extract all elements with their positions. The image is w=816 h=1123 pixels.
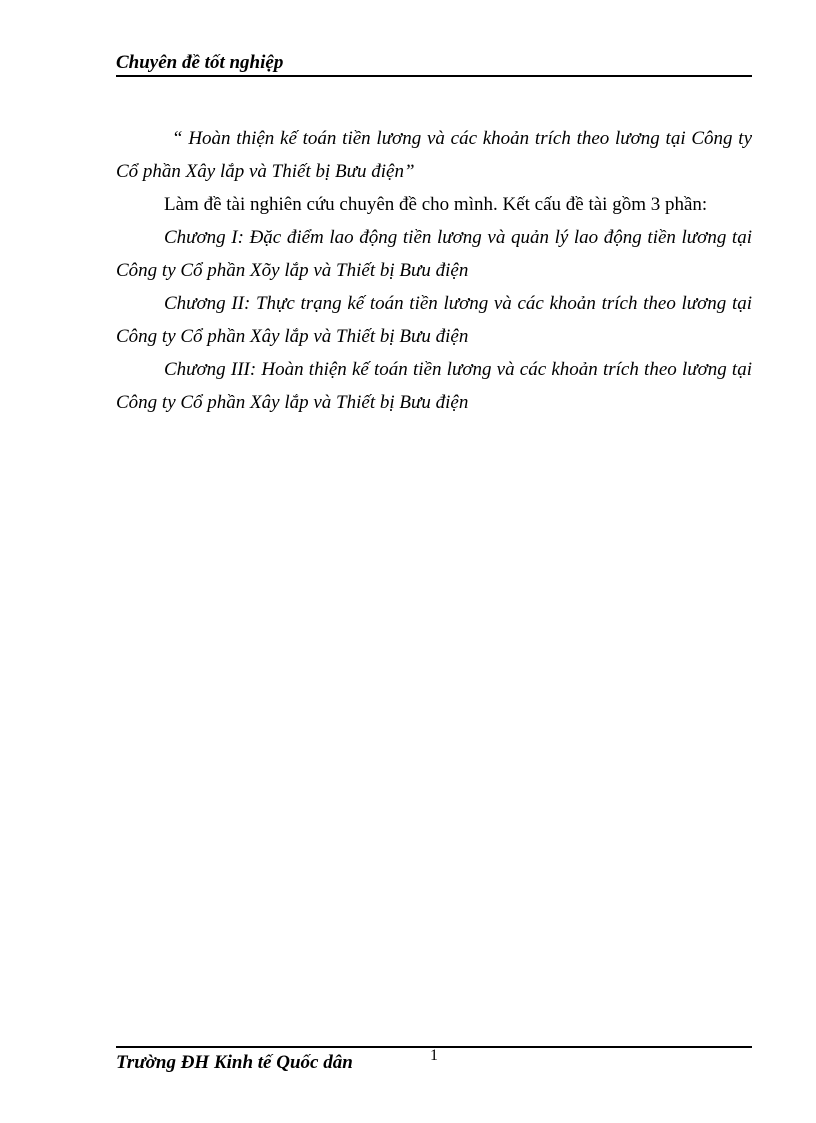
header-divider bbox=[116, 75, 752, 77]
header-title: Chuyên đề tốt nghiệp bbox=[116, 52, 284, 73]
structure-intro: Làm đề tài nghiên cứu chuyên đề cho mình. Kết cấu đề tài gồm 3 phần: bbox=[164, 194, 708, 215]
topic-quote: “ Hoàn thiện kế toán tiền lương và các khoản trích theo lương tại Công ty Cổ phần Xây lắp và Thiết bị Bưu điện” bbox=[116, 128, 752, 182]
footer-school-name: Trường ĐH Kinh tế Quốc dân bbox=[116, 1052, 353, 1073]
page-number: 1 bbox=[430, 1047, 438, 1064]
chapter-1: Chương I: Đặc điểm lao động tiền lương và quản lý lao động tiền lương tại Công ty Cổ phần Xõy lắp và Thiết bị Bưu điện bbox=[116, 227, 752, 281]
chapter-3: Chương III: Hoàn thiện kế toán tiền lương và các khoản trích theo lương tại Công ty Cổ phần Xây lắp và Thiết bị Bưu điện bbox=[116, 359, 752, 413]
document-body bbox=[116, 122, 752, 419]
chapter-2: Chương II: Thực trạng kế toán tiền lương và các khoản trích theo lương tại Công ty Cổ phần Xây lắp và Thiết bị Bưu điện bbox=[116, 293, 752, 347]
